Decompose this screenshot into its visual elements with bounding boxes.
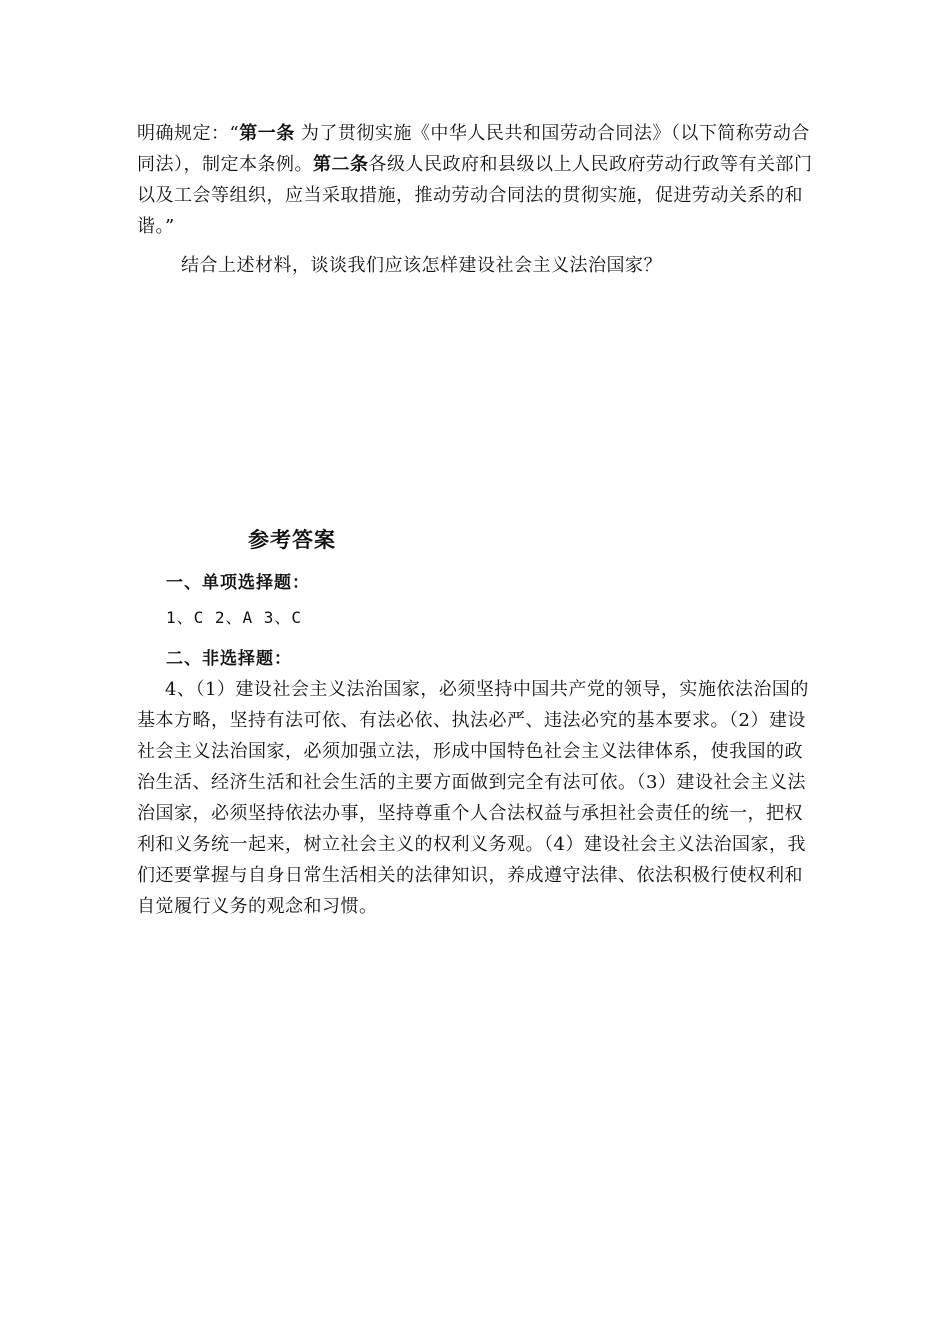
section-2-title: 二、非选择题： [166, 649, 292, 669]
article-2-text: 各级人民政府和县级以上人民政府劳动行政等有关部门以及工会等组织，应当采取措施，推动劳动合同法的贯彻实施，促进劳动关系的和谐。” [137, 154, 813, 237]
section-2-answer: 4、（1）建设社会主义法治国家，必须坚持中国共产党的领导，实施依法治国的基本方略，坚持有法可依、有法必依、执法必严、违法必究的基本要求。（2）建设社会主义法治国家，必须加强立法，形成中国特色社会主义法律体系，使我国的政治生活、经济生活和社会生活的主要方面做到完全有法可依。（3）建设社会主义法治国家，必须坚持依法办事，坚持尊重个人合法权益与承担社会责任的统一，把权利和义务统一起来，树立社会主义的权利义务观。（4）建设社会主义法治国家，我们还要掌握与自身日常生活相关的法律知识，养成遵守法律、依法积极行使权利和自觉履行义务的观念和习惯。 [137, 679, 809, 917]
section-1-answers: 1、C 2、A 3、C [166, 608, 303, 627]
answer-key-title: 参考答案 [248, 528, 336, 552]
article-1-label: 第一条 [239, 123, 295, 144]
article-1-text: 为了贯彻实施《中华人民共和国劳动合同法》（以下简称劳动合同法），制定本条例。 [137, 123, 810, 175]
material-intro: 明确规定：“ [137, 123, 240, 144]
article-2-label: 第二条 [313, 154, 369, 175]
section-1-title: 一、单项选择题： [166, 573, 310, 593]
material-paragraph [137, 118, 817, 242]
question-text: 结合上述材料，谈谈我们应该怎样建设社会主义法治国家？ [181, 255, 662, 276]
